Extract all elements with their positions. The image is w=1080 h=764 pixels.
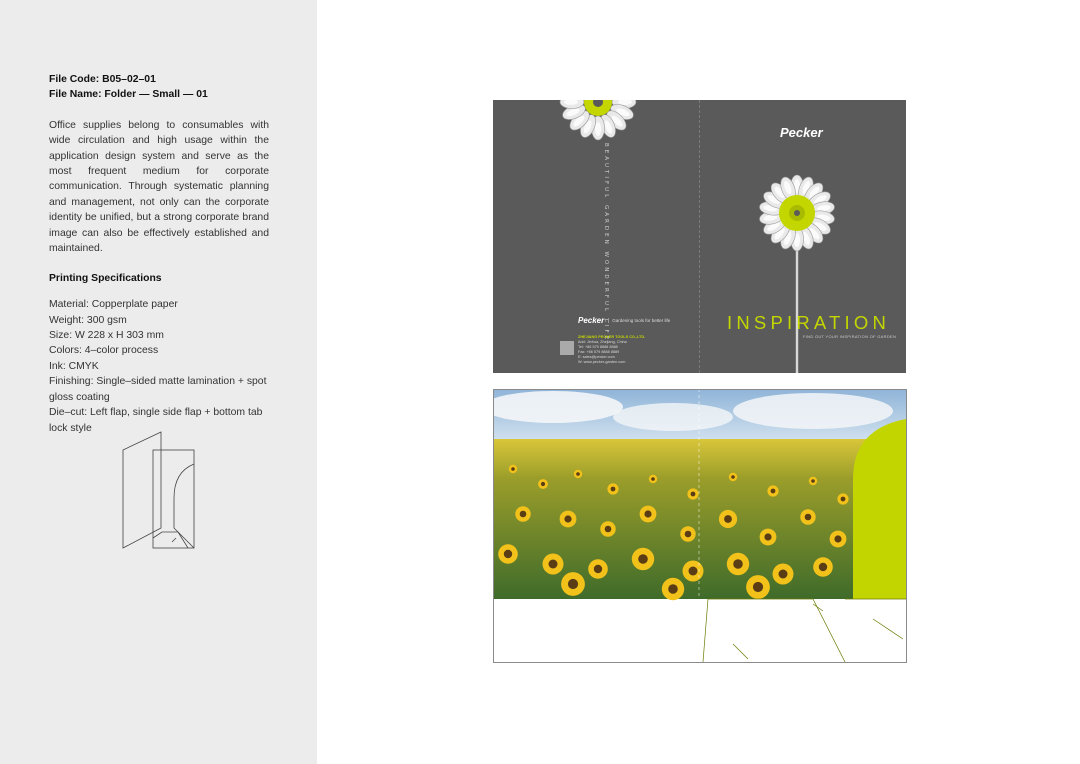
spec-diecut: Die–cut: Left flap, single side flap + bottom tab lock style xyxy=(49,407,263,434)
vertical-slogan: BEAUTIFUL GARDEN WONDERFUL LIFE xyxy=(603,143,609,343)
file-code: File Code: B05–02–01 xyxy=(49,74,156,85)
back-flower-icon xyxy=(560,100,636,140)
spec-block xyxy=(49,72,269,436)
brand-logo-small: Pecker xyxy=(578,316,605,325)
description: Office supplies belong to consumables with wide circulation and high usage within the application design system and serve as the most frequent medium for corporate communication. Through systematic planning and management, not only can the corporate identity be unified, but a strong corporate brand image can also be effectively established and maintained. xyxy=(49,119,269,255)
spec-size: Size: W 228 x H 303 mm xyxy=(49,330,164,342)
brand-logo: Pecker xyxy=(780,125,823,140)
spec-weight: Weight: 300 gsm xyxy=(49,314,127,326)
headline-sub: FIND OUT YOUR INSPIRATION OF GARDEN xyxy=(803,334,897,339)
contact-line: E: sales@pecker.com xyxy=(578,355,615,359)
contact-line: Tel: +86 579 8888 8888 xyxy=(578,345,618,349)
spec-material: Material: Copperplate paper xyxy=(49,299,178,311)
qr-code-icon xyxy=(560,341,574,355)
back-tag: Gardening tools for better life xyxy=(608,318,670,323)
brand-logo-inner: Pecker xyxy=(508,604,548,618)
contact-line: Add: Jinhua, Zhejiang, China xyxy=(578,340,627,344)
spec-colors: Colors: 4–color process xyxy=(49,345,159,357)
sunflower-field-image xyxy=(493,389,906,662)
company-name: ZHEJIANG PECKER TOOLS CO.,LTD. xyxy=(578,335,646,339)
back-logo xyxy=(578,316,670,325)
headline: INSPIRATION xyxy=(727,312,891,333)
contact-lines xyxy=(578,335,688,365)
inner-logo xyxy=(508,604,680,618)
folder-diagram-icon xyxy=(118,428,198,552)
file-name: File Name: Folder — Small — 01 xyxy=(49,89,208,101)
contact-line: W: www.pecker-garden.com xyxy=(578,360,626,364)
spec-ink: Ink: CMYK xyxy=(49,360,99,372)
tagline: TAKE YOUR GARDENING GREENER xyxy=(553,607,680,615)
contact-line: Fax: +86 579 8888 8889 xyxy=(578,350,620,354)
spec-finishing: Finishing: Single–sided matte lamination + spot gloss coating xyxy=(49,376,267,403)
front-flower-icon xyxy=(758,175,835,373)
front-logo xyxy=(780,125,823,140)
printing-title: Printing Specifications xyxy=(49,273,162,285)
